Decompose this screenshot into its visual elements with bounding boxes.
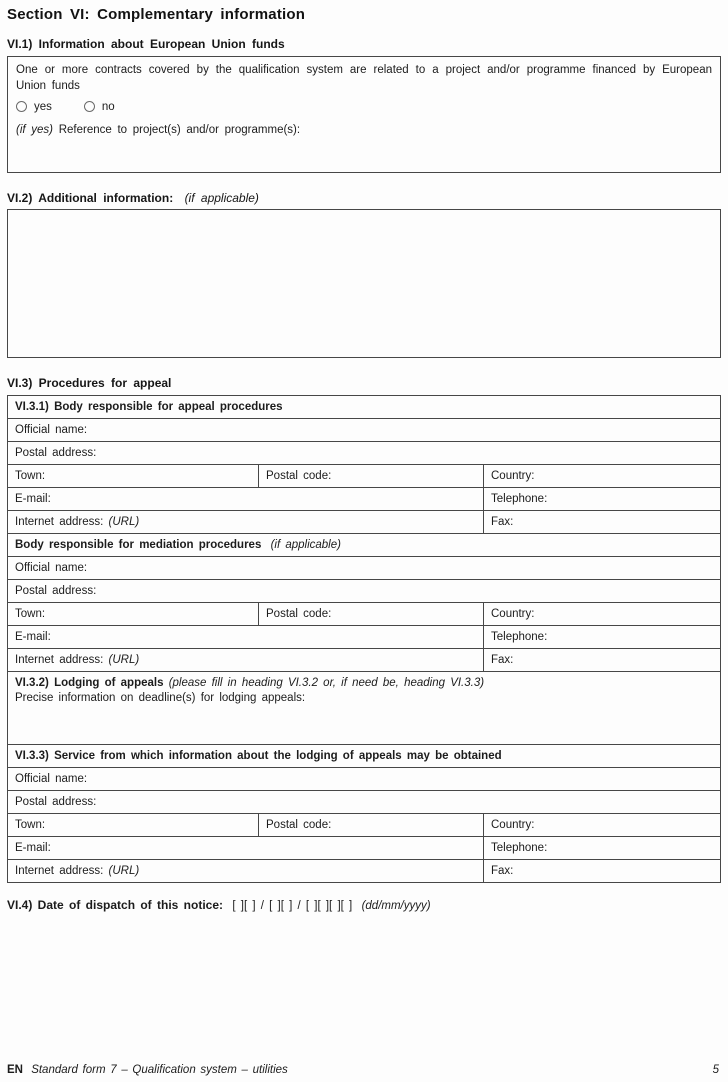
internet-address-label: Internet address: [15, 516, 104, 528]
table-row [8, 837, 721, 860]
radio-no-label: no [101, 100, 115, 113]
fax-label: Fax: [491, 654, 514, 666]
official-name-label: Official name: [15, 773, 88, 785]
vi4-dispatch-line [7, 898, 721, 912]
footer-left [7, 1064, 288, 1076]
if-yes-note: (if yes) [16, 123, 53, 136]
vi32-heading-line [15, 677, 713, 689]
page-number: 5 [712, 1064, 719, 1076]
vi2-heading-text: VI.2) Additional information: [7, 191, 174, 205]
postal-code-label: Postal code: [266, 819, 332, 831]
postal-address-label: Postal address: [15, 447, 97, 459]
eu-funds-radio-group [16, 101, 712, 113]
mediation-official-name-field[interactable] [8, 557, 721, 580]
service-country-field[interactable] [484, 814, 721, 837]
postal-code-label: Postal code: [266, 608, 332, 620]
table-row [8, 442, 721, 465]
fax-label: Fax: [491, 516, 514, 528]
table-row [8, 768, 721, 791]
appeal-fax-field[interactable] [484, 511, 721, 534]
telephone-label: Telephone: [491, 631, 548, 643]
radio-yes-icon[interactable] [16, 101, 27, 112]
appeal-internet-address-field[interactable] [8, 511, 484, 534]
vi33-heading-cell [8, 745, 721, 768]
additional-info-input-area[interactable] [7, 209, 721, 358]
email-label: E-mail: [15, 631, 51, 643]
service-telephone-field[interactable] [484, 837, 721, 860]
section-title: Section VI: Complementary information [7, 6, 306, 23]
mediation-heading-cell [8, 534, 721, 557]
page-footer [7, 1064, 719, 1076]
vi32-heading-note: (please fill in heading VI.3.2 or, if need be, heading VI.3.3) [168, 677, 485, 689]
service-postal-address-field[interactable] [8, 791, 721, 814]
vi3-heading [7, 376, 721, 390]
table-row [8, 860, 721, 883]
service-postal-code-field[interactable] [259, 814, 484, 837]
radio-option-no[interactable] [84, 101, 115, 113]
url-note: (URL) [108, 516, 140, 528]
internet-address-label: Internet address: [15, 865, 104, 877]
radio-option-yes[interactable] [16, 101, 52, 113]
vi3-heading-text: VI.3) Procedures for appeal [7, 376, 172, 390]
mediation-fax-field[interactable] [484, 649, 721, 672]
vi31-heading-cell [8, 396, 721, 419]
mediation-heading-text: Body responsible for mediation procedures [15, 539, 262, 551]
vi32-row [8, 672, 721, 745]
town-label: Town: [15, 819, 46, 831]
table-row [8, 580, 721, 603]
mediation-country-field[interactable] [484, 603, 721, 626]
official-name-label: Official name: [15, 424, 88, 436]
vi1-box [7, 56, 721, 173]
footer-language: EN [7, 1064, 23, 1076]
country-label: Country: [491, 608, 535, 620]
table-row [8, 419, 721, 442]
appeal-postal-code-field[interactable] [259, 465, 484, 488]
table-row [8, 626, 721, 649]
table-row [8, 511, 721, 534]
radio-yes-label: yes [34, 100, 52, 113]
mediation-town-field[interactable] [8, 603, 259, 626]
eu-funds-reference-input-area[interactable] [16, 136, 712, 167]
postal-address-label: Postal address: [15, 796, 97, 808]
vi33-heading-row [8, 745, 721, 768]
country-label: Country: [491, 819, 535, 831]
internet-address-label: Internet address: [15, 654, 104, 666]
table-row [8, 488, 721, 511]
appeal-official-name-field[interactable] [8, 419, 721, 442]
table-row [8, 557, 721, 580]
telephone-label: Telephone: [491, 493, 548, 505]
appeal-telephone-field[interactable] [484, 488, 721, 511]
email-label: E-mail: [15, 842, 51, 854]
vi32-lodging-appeals-field[interactable] [8, 672, 721, 745]
vi32-heading-text: VI.3.2) Lodging of appeals [15, 677, 164, 689]
url-note: (URL) [108, 865, 140, 877]
town-label: Town: [15, 608, 46, 620]
appeal-postal-address-field[interactable] [8, 442, 721, 465]
vi2-heading [7, 191, 721, 205]
vi31-heading-row [8, 396, 721, 419]
postal-address-label: Postal address: [15, 585, 97, 597]
vi31-heading-text: VI.3.1) Body responsible for appeal procedures [15, 401, 283, 413]
town-label: Town: [15, 470, 46, 482]
email-label: E-mail: [15, 493, 51, 505]
mediation-heading-row [8, 534, 721, 557]
vi4-date-boxes[interactable]: [ ][ ] / [ ][ ] / [ ][ ][ ][ ] [232, 900, 353, 912]
service-town-field[interactable] [8, 814, 259, 837]
service-email-field[interactable] [8, 837, 484, 860]
table-row [8, 649, 721, 672]
table-row [8, 791, 721, 814]
vi32-deadline-label: Precise information on deadline(s) for lodging appeals: [15, 692, 306, 704]
table-row [8, 465, 721, 488]
appeal-email-field[interactable] [8, 488, 484, 511]
telephone-label: Telephone: [491, 842, 548, 854]
appeal-town-field[interactable] [8, 465, 259, 488]
vi4-heading-text: VI.4) Date of dispatch of this notice: [7, 898, 224, 912]
vi1-heading-text: VI.1) Information about European Union funds [7, 37, 285, 51]
mediation-heading-note: (if applicable) [270, 539, 341, 551]
mediation-email-field[interactable] [8, 626, 484, 649]
table-row [8, 603, 721, 626]
service-internet-address-field[interactable] [8, 860, 484, 883]
mediation-postal-code-field[interactable] [259, 603, 484, 626]
appeal-country-field[interactable] [484, 465, 721, 488]
vi1-statement: One or more contracts covered by the qualification system are related to a project and/or programme financed by European Union funds [16, 64, 712, 93]
fax-label: Fax: [491, 865, 514, 877]
vi1-heading [7, 37, 721, 51]
if-yes-label: Reference to project(s) and/or programme(s): [58, 123, 301, 136]
country-label: Country: [491, 470, 535, 482]
service-fax-field[interactable] [484, 860, 721, 883]
postal-code-label: Postal code: [266, 470, 332, 482]
url-note: (URL) [108, 654, 140, 666]
radio-no-icon[interactable] [84, 101, 95, 112]
mediation-telephone-field[interactable] [484, 626, 721, 649]
vi4-format-note: (dd/mm/yyyy) [361, 900, 431, 912]
table-row [8, 814, 721, 837]
footer-form-title: Standard form 7 – Qualification system – utilities [31, 1064, 288, 1076]
official-name-label: Official name: [15, 562, 88, 574]
mediation-postal-address-field[interactable] [8, 580, 721, 603]
vi33-heading-text: VI.3.3) Service from which information about the lodging of appeals may be obtained [15, 750, 502, 762]
service-official-name-field[interactable] [8, 768, 721, 791]
mediation-internet-address-field[interactable] [8, 649, 484, 672]
appeal-procedures-table [7, 395, 721, 883]
vi2-heading-note: (if applicable) [184, 191, 259, 205]
if-yes-line [16, 124, 712, 136]
